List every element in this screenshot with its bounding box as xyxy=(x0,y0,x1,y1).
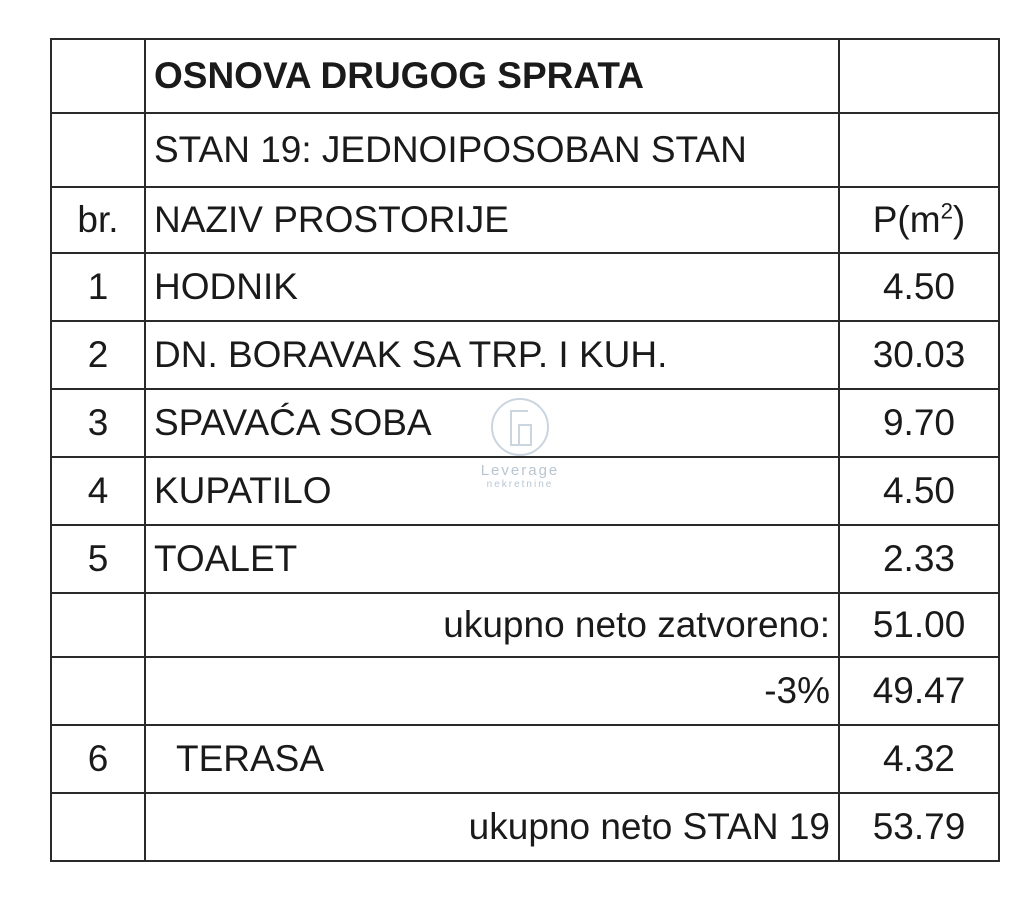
room-name: SPAVAĆA SOBA xyxy=(145,389,839,457)
reduction-label: -3% xyxy=(145,657,839,725)
column-header-number: br. xyxy=(51,187,145,253)
total-label: ukupno neto STAN 19 xyxy=(145,793,839,861)
room-area: 4.32 xyxy=(839,725,999,793)
room-area: 4.50 xyxy=(839,457,999,525)
room-number: 2 xyxy=(51,321,145,389)
room-area: 30.03 xyxy=(839,321,999,389)
room-area: 2.33 xyxy=(839,525,999,593)
room-name: HODNIK xyxy=(145,253,839,321)
room-number: 5 xyxy=(51,525,145,593)
empty-cell xyxy=(839,113,999,187)
subtotal-label: ukupno neto zatvoreno: xyxy=(145,593,839,657)
table-row xyxy=(51,321,999,389)
room-area-table xyxy=(50,38,1000,862)
room-area: 4.50 xyxy=(839,253,999,321)
watermark-subtitle: nekretnine xyxy=(486,479,554,490)
column-header-room-name: NAZIV PROSTORIJE xyxy=(145,187,839,253)
terrace-row xyxy=(51,725,999,793)
column-header-row xyxy=(51,187,999,253)
room-number: 6 xyxy=(51,725,145,793)
apartment-subtitle: STAN 19: JEDNOIPOSOBAN STAN xyxy=(145,113,839,187)
room-number: 4 xyxy=(51,457,145,525)
room-area: 9.70 xyxy=(839,389,999,457)
title-row xyxy=(51,39,999,113)
total-row xyxy=(51,793,999,861)
room-number: 1 xyxy=(51,253,145,321)
subtotal-value: 51.00 xyxy=(839,593,999,657)
reduction-value: 49.47 xyxy=(839,657,999,725)
area-unit-superscript: 2 xyxy=(940,198,953,224)
column-header-area xyxy=(839,187,999,253)
empty-cell xyxy=(51,113,145,187)
table-row xyxy=(51,525,999,593)
table-row xyxy=(51,253,999,321)
subtitle-row xyxy=(51,113,999,187)
area-unit-label: P(m xyxy=(872,199,941,240)
empty-cell xyxy=(51,793,145,861)
empty-cell xyxy=(51,593,145,657)
room-name: KUPATILO xyxy=(145,457,839,525)
room-name: TERASA xyxy=(145,725,839,793)
subtotal-row xyxy=(51,593,999,657)
table-title: OSNOVA DRUGOG SPRATA xyxy=(145,39,839,113)
empty-cell xyxy=(51,39,145,113)
empty-cell xyxy=(839,39,999,113)
empty-cell xyxy=(51,657,145,725)
reduction-row xyxy=(51,657,999,725)
room-number: 3 xyxy=(51,389,145,457)
area-unit-close: ) xyxy=(952,199,966,240)
total-value: 53.79 xyxy=(839,793,999,861)
table-row xyxy=(51,457,999,525)
watermark-name: Leverage xyxy=(480,462,560,479)
room-name: DN. BORAVAK SA TRP. I KUH. xyxy=(145,321,839,389)
room-name: TOALET xyxy=(145,525,839,593)
table-row xyxy=(51,389,999,457)
